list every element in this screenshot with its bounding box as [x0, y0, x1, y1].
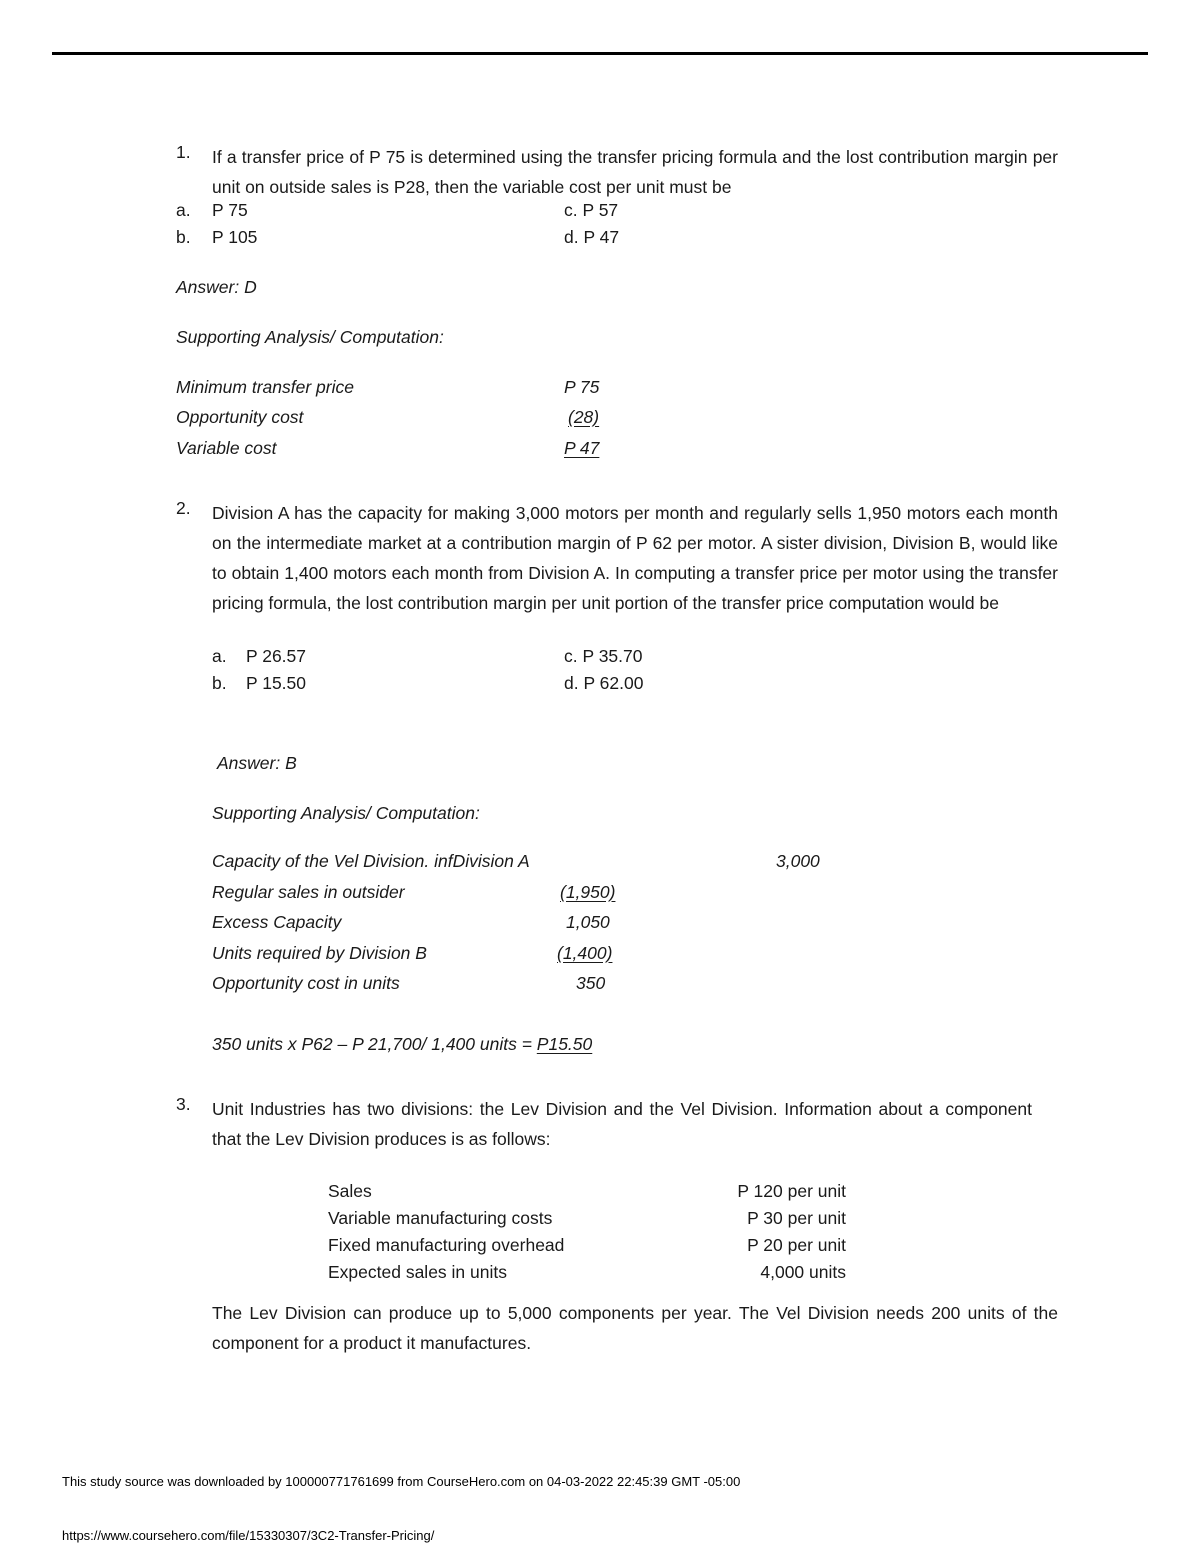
- q1-answer: Answer: D: [176, 277, 257, 297]
- q1-analysis-heading: Supporting Analysis/ Computation:: [176, 327, 444, 347]
- q2-option-a-letter: a.: [212, 646, 227, 666]
- q1-option-d: d. P 47: [564, 227, 620, 247]
- q2-answer: Answer: B: [217, 753, 297, 773]
- q1-row-value: P 47: [564, 438, 600, 458]
- q3-row-label: Variable manufacturing costs: [328, 1208, 553, 1228]
- q2-option-d: d. P 62.00: [564, 673, 644, 693]
- q1-row-label: Variable cost: [176, 438, 277, 458]
- q2-analysis-heading: Supporting Analysis/ Computation:: [212, 803, 480, 823]
- question-2-text: Division A has the capacity for making 3,000 motors per month and regularly sells 1,950 motors each month on the intermediate market at a contribution margin of P 62 per motor. A sister division, Division B, would like to obtain 1,400 motors each month from Division A. In computing a transfer price per motor using the transfer pricing formula, the lost contribution margin per unit portion of the transfer price computation would be: [212, 503, 1058, 613]
- q2-formula-text: 350 units x P62 – P 21,700/ 1,400 units =: [212, 1034, 537, 1054]
- q2-row-label: Excess Capacity: [212, 912, 342, 932]
- q1-row-value: P 75: [564, 377, 600, 397]
- q1-option-a-letter: a.: [176, 200, 191, 220]
- q1-option-b-letter: b.: [176, 227, 191, 247]
- q3-row-value: P 120 per unit: [737, 1181, 846, 1201]
- q1-row-value: (28): [568, 407, 600, 427]
- q3-row-label: Expected sales in units: [328, 1262, 507, 1282]
- question-1-text: If a transfer price of P 75 is determined using the transfer pricing formula and the lost contribution margin per unit on outside sales is P28, then the variable cost per unit must be: [212, 147, 1058, 197]
- question-2-number: 2.: [176, 498, 191, 518]
- q2-row-value: (1,400): [557, 943, 613, 963]
- q2-row-value: (1,950): [560, 882, 616, 902]
- q2-formula: [212, 1034, 592, 1055]
- q2-option-a: P 26.57: [246, 646, 307, 666]
- q3-row-value: P 20 per unit: [747, 1235, 846, 1255]
- q3-row-label: Sales: [328, 1181, 372, 1201]
- q2-formula-result: P15.50: [536, 1034, 593, 1054]
- q2-row-value: 3,000: [776, 851, 820, 871]
- q1-option-a: P 75: [212, 200, 248, 220]
- q2-row-value: 350: [576, 973, 606, 993]
- q3-row-label: Fixed manufacturing overhead: [328, 1235, 565, 1255]
- source-url[interactable]: https://www.coursehero.com/file/15330307/3C2-Transfer-Pricing/: [62, 1528, 435, 1543]
- q2-option-b-letter: b.: [212, 673, 227, 693]
- question-3-number: 3.: [176, 1094, 191, 1114]
- q2-option-c: c. P 35.70: [564, 646, 643, 666]
- q2-row-label: Units required by Division B: [212, 943, 427, 963]
- download-note: This study source was downloaded by 100000771761699 from CourseHero.com on 04-03-2022 22:45:39 GMT -05:00: [62, 1474, 741, 1489]
- question-1-number: 1.: [176, 142, 191, 162]
- q1-option-c: c. P 57: [564, 200, 619, 220]
- q2-row-label: Regular sales in outsider: [212, 882, 405, 902]
- q2-row-value: 1,050: [566, 912, 610, 932]
- top-rule: [52, 52, 1148, 55]
- question-3-text: Unit Industries has two divisions: the Lev Division and the Vel Division. Information about a component that the Lev Division produces is as follows:: [212, 1099, 1032, 1149]
- q3-row-value: P 30 per unit: [747, 1208, 846, 1228]
- q2-row-label: Opportunity cost in units: [212, 973, 400, 993]
- q2-option-b: P 15.50: [246, 673, 307, 693]
- q2-row-label: Capacity of the Vel Division. infDivision A: [212, 851, 530, 871]
- q1-row-label: Minimum transfer price: [176, 377, 354, 397]
- q3-closing-text: The Lev Division can produce up to 5,000 components per year. The Vel Division needs 200 units of the component for a product it manufactures.: [212, 1303, 1058, 1353]
- q1-option-b: P 105: [212, 227, 258, 247]
- q1-row-label: Opportunity cost: [176, 407, 304, 427]
- q3-row-value: 4,000 units: [760, 1262, 846, 1282]
